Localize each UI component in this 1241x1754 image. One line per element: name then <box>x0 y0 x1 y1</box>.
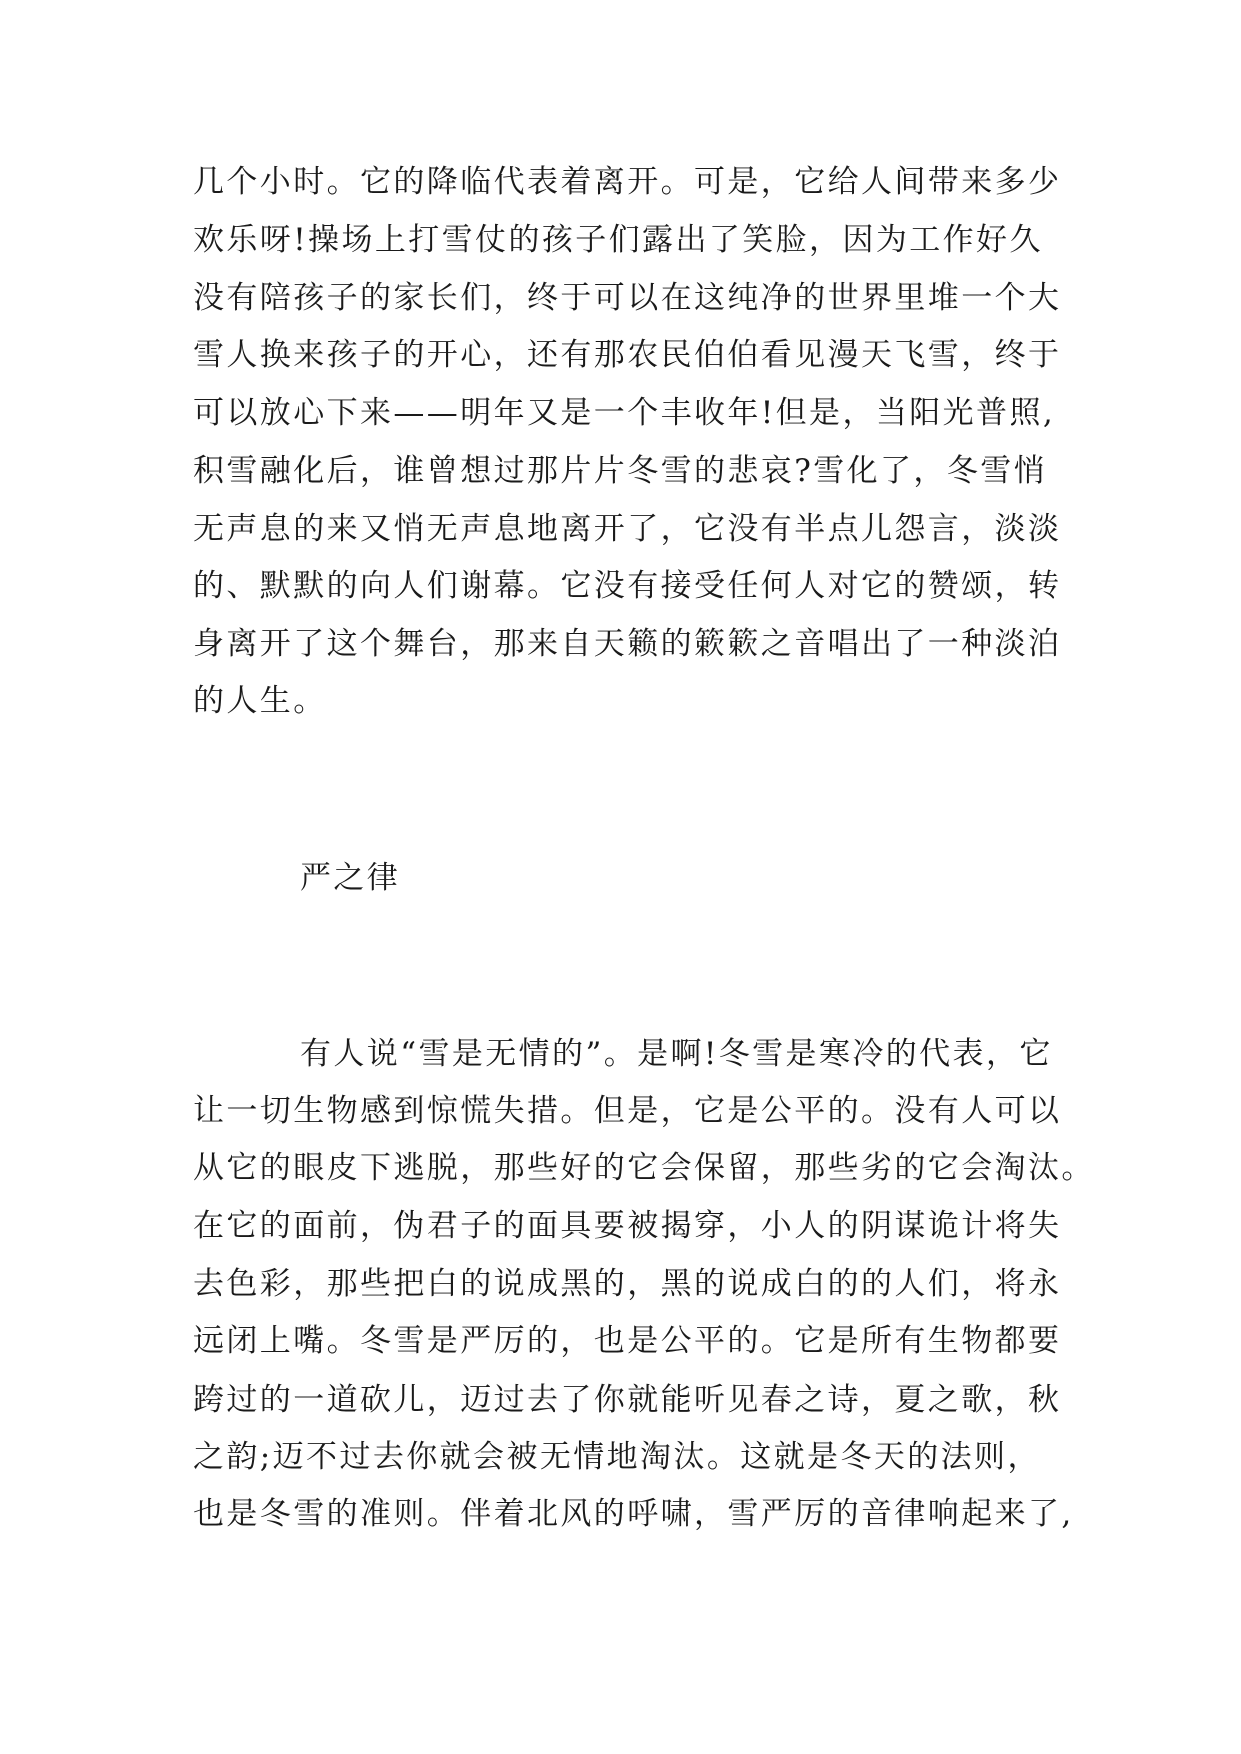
paragraph-line: 没有陪孩子的家长们，终于可以在这纯净的世界里堆一个大 <box>193 280 1062 316</box>
paragraph-line: 之韵;迈不过去你就会被无情地淘汰。这就是冬天的法则， <box>193 1439 1041 1475</box>
paragraph-line: 去色彩，那些把白的说成黑的，黑的说成白的的人们，将永 <box>193 1266 1062 1302</box>
paragraph-line: 的人生。 <box>193 683 327 719</box>
paragraph-line: 让一切生物感到惊慌失措。但是，它是公平的。没有人可以 <box>193 1093 1062 1129</box>
paragraph-line: 雪人换来孩子的开心，还有那农民伯伯看见漫天飞雪，终于 <box>193 337 1062 373</box>
paragraph-line: 几个小时。它的降临代表着离开。可是，它给人间带来多少 <box>193 164 1062 200</box>
paragraph-line: 积雪融化后，谁曾想过那片片冬雪的悲哀?雪化了，冬雪悄 <box>193 453 1048 489</box>
paragraph-line: 也是冬雪的准则。伴着北风的呼啸，雪严厉的音律响起来了, <box>193 1496 1074 1532</box>
paragraph-line: 无声息的来又悄无声息地离开了，它没有半点儿怨言，淡淡 <box>193 511 1062 547</box>
section-heading: 严之律 <box>300 860 401 896</box>
paragraph-line: 从它的眼皮下逃脱，那些好的它会保留，那些劣的它会淘汰。 <box>193 1150 1095 1186</box>
paragraph-line: 的、默默的向人们谢幕。它没有接受任何人对它的赞颂，转 <box>193 568 1062 604</box>
paragraph-line: 有人说“雪是无情的”。是啊!冬雪是寒冷的代表，它 <box>300 1036 1053 1072</box>
paragraph-line: 身离开了这个舞台，那来自天籁的簌簌之音唱出了一种淡泊 <box>193 626 1062 662</box>
paragraph-line: 在它的面前，伪君子的面具要被揭穿，小人的阴谋诡计将失 <box>193 1208 1062 1244</box>
paragraph-line: 欢乐呀!操场上打雪仗的孩子们露出了笑脸，因为工作好久 <box>193 222 1043 258</box>
paragraph-line: 跨过的一道砍儿，迈过去了你就能听见春之诗，夏之歌，秋 <box>193 1382 1062 1418</box>
paragraph-line: 可以放心下来——明年又是一个丰收年!但是，当阳光普照, <box>193 395 1056 431</box>
paragraph-line: 远闭上嘴。冬雪是严厉的，也是公平的。它是所有生物都要 <box>193 1323 1062 1359</box>
